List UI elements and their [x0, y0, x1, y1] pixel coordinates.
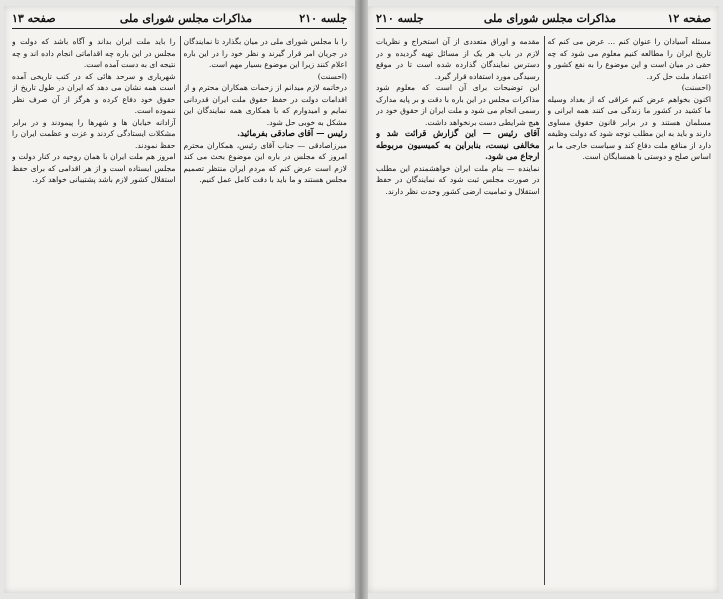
- paragraph: آزادانه خیابان ها و شهرها را پیمودند و در برابر مشکلات ایستادگی کردند و عزت و عظمت ایران را حفظ نمودند.: [12, 117, 176, 150]
- paragraph: درخاتمه لازم میدانم از زحمات همکاران محترم و از اقدامات دولت در حفظ حقوق ملت ایران قدردانی نمایم و امیدوارم که با همکاری همه نمایندگان این مشکل به خوبی حل شود.: [183, 83, 347, 127]
- paragraph: این توضیحات برای آن است که معلوم شود مذاکرات مجلس در این باره با دقت و بر پایه مدارک رسمی انجام می شود و ملت ایران از حقوق خود در هیچ شرایطی دست برنخواهد داشت.: [376, 83, 540, 127]
- paragraph: مسئله آسیادان را عنوان کنم ... عرض می کنم که تاریخ ایران را مطالعه کنیم معلوم می شود که چه حقی در میان است و این موضوع را به نفع کشور و اعتماد ملت حل کرد.: [547, 37, 711, 81]
- column-left: [12, 36, 176, 585]
- paragraph: امروز هم ملت ایران با همان روحیه در کنار دولت و مجلس ایستاده است و از هر اقدامی که برای حفظ استقلال کشور لازم باشد پشتیبانی خواهد کرد.: [12, 152, 176, 184]
- paragraph: نماینده — بنام ملت ایران خواهشمندم این مطلب در صورت مجلس ثبت شود که نمایندگان در حفظ استقلال و تمامیت ارضی کشور وحدت نظر دارند.: [376, 163, 540, 196]
- column-left: [376, 36, 540, 585]
- page-header: [376, 12, 711, 29]
- paragraph: اکنون بخواهم عرض کنم عراقی که از بغداد وسیله ما کشید در کشور ما زندگی می کنند همه ایرانی و مسلمان هستند و در برابر قانون حقوق مساوی دارند و باید به این مطلب توجه شود که دولت وظیفه دارد از منافع ملت دفاع کند و سیاست خارجی ما بر اساس صلح و دوستی با همسایگان است.: [547, 94, 711, 161]
- right-page: [368, 6, 719, 593]
- speaker-line: رئیس — آقای صادقی بفرمائید.: [237, 128, 347, 138]
- page-header: [12, 12, 347, 29]
- left-page: [4, 6, 355, 593]
- speaker-line: آقای رئیس — این گزارش قرائت شد و مخالفی نیست، بنابراین به کمیسیون مربوطه ارجاع می شود.: [376, 128, 540, 161]
- column-right: [548, 36, 712, 585]
- text-columns: [376, 36, 711, 585]
- text-columns: [12, 36, 347, 585]
- paragraph: را باید ملت ایران بداند و آگاه باشد که دولت و مجلس در این باره چه اقداماتی انجام داده اند و چه نتیجه ای به دست آمده است.: [12, 37, 176, 69]
- session-number: جلسه ۲۱۰: [299, 12, 347, 25]
- paragraph: مقدمه و اوراق متعددی از آن استخراج و نظریات لازم در باب هر یک از مسائل تهیه گردیده و در دسترس نمایندگان گذارده شده است تا در موقع رسیدگی مورد استفاده قرار گیرد.: [376, 37, 540, 81]
- paragraph: (احسنت): [681, 83, 711, 92]
- page-number: صفحه ۱۲: [667, 12, 711, 25]
- book-gutter: [355, 0, 368, 599]
- paragraph: را با مجلس شورای ملی در میان بگذارد تا نمایندگان در جریان امر قرار گیرند و نظر خود را در این باره اعلام کنند زیرا این موضوع بسیار مهم است.: [183, 37, 347, 69]
- paragraph: میرزاصادقی — جناب آقای رئیس، همکاران محترم امروز که مجلس در باره این موضوع بحث می کند لازم است عرض کنم که مردم ایران منتظر تصمیم مجلس هستند و ما باید با دقت کامل عمل کنیم.: [183, 140, 347, 184]
- paragraph: شهریاری و سرحد هائی که در کتب تاریخی آمده است همه نشان می دهد که ایران در طول تاریخ از حقوق خود دفاع کرده و هرگز از آن صرف نظر ننموده است.: [12, 71, 176, 115]
- page-title: مذاکرات مجلس شورای ملی: [483, 12, 616, 25]
- page-title: مذاکرات مجلس شورای ملی: [119, 12, 252, 25]
- paragraph: (احسنت): [317, 71, 347, 81]
- session-number: جلسه ۲۱۰: [376, 12, 424, 25]
- column-right: [184, 36, 348, 585]
- page-number: صفحه ۱۳: [12, 12, 56, 25]
